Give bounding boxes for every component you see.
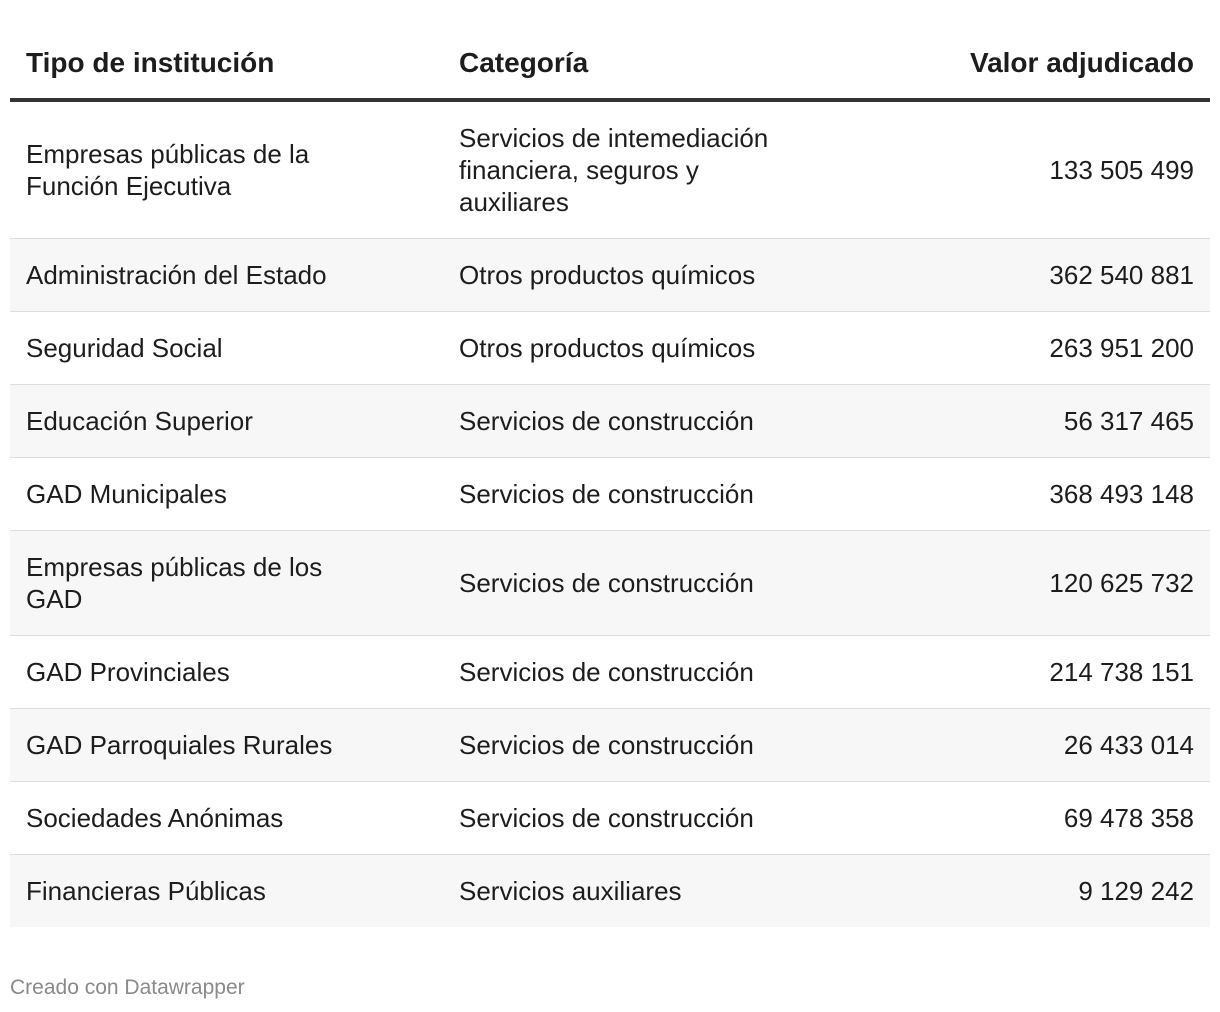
cell-valor: 9 129 242 [890,854,1210,927]
header-row [10,28,1210,100]
cell-valor: 120 625 732 [890,530,1210,635]
cell-tipo: Sociedades Anónimas [10,781,443,854]
cell-categoria: Servicios de construcción [443,781,890,854]
table-header [10,28,1210,100]
cell-categoria: Servicios de construcción [443,530,890,635]
cell-tipo: GAD Provinciales [10,635,443,708]
cell-tipo-text: Empresas públicas de los GAD [26,551,323,614]
table-row [10,781,1210,854]
credit-footer[interactable]: Creado con Datawrapper [10,976,245,999]
cell-categoria-text: Servicios de intemediación financiera, seguros y auxiliares [459,122,769,217]
cell-tipo: Financieras Públicas [10,854,443,927]
cell-categoria: Servicios de construcción [443,384,890,457]
cell-tipo [10,100,443,238]
cell-categoria: Otros productos químicos [443,238,890,311]
cell-valor: 26 433 014 [890,708,1210,781]
cell-tipo-text: Empresas públicas de la Función Ejecutiva [26,138,310,201]
cell-valor: 263 951 200 [890,311,1210,384]
cell-tipo [10,530,443,635]
table-row [10,457,1210,530]
cell-valor: 214 738 151 [890,635,1210,708]
cell-categoria: Servicios auxiliares [443,854,890,927]
table-row [10,238,1210,311]
table-row [10,708,1210,781]
cell-tipo: Educación Superior [10,384,443,457]
cell-categoria [443,100,890,238]
table-body [10,100,1210,927]
cell-categoria: Servicios de construcción [443,708,890,781]
data-table [10,28,1210,927]
table-row [10,311,1210,384]
cell-tipo: Administración del Estado [10,238,443,311]
table-row [10,854,1210,927]
cell-valor: 69 478 358 [890,781,1210,854]
cell-tipo: Seguridad Social [10,311,443,384]
column-header-valor[interactable]: Valor adjudicado [890,28,1210,100]
table-row [10,635,1210,708]
table-row [10,530,1210,635]
table-row [10,100,1210,238]
cell-valor: 56 317 465 [890,384,1210,457]
cell-tipo: GAD Parroquiales Rurales [10,708,443,781]
data-table-container [10,28,1210,927]
cell-categoria: Otros productos químicos [443,311,890,384]
column-header-tipo[interactable]: Tipo de institución [10,28,443,100]
table-row [10,384,1210,457]
column-header-categoria[interactable]: Categoría [443,28,890,100]
cell-valor: 133 505 499 [890,100,1210,238]
cell-valor: 362 540 881 [890,238,1210,311]
cell-categoria: Servicios de construcción [443,635,890,708]
cell-categoria: Servicios de construcción [443,457,890,530]
cell-tipo: GAD Municipales [10,457,443,530]
cell-valor: 368 493 148 [890,457,1210,530]
